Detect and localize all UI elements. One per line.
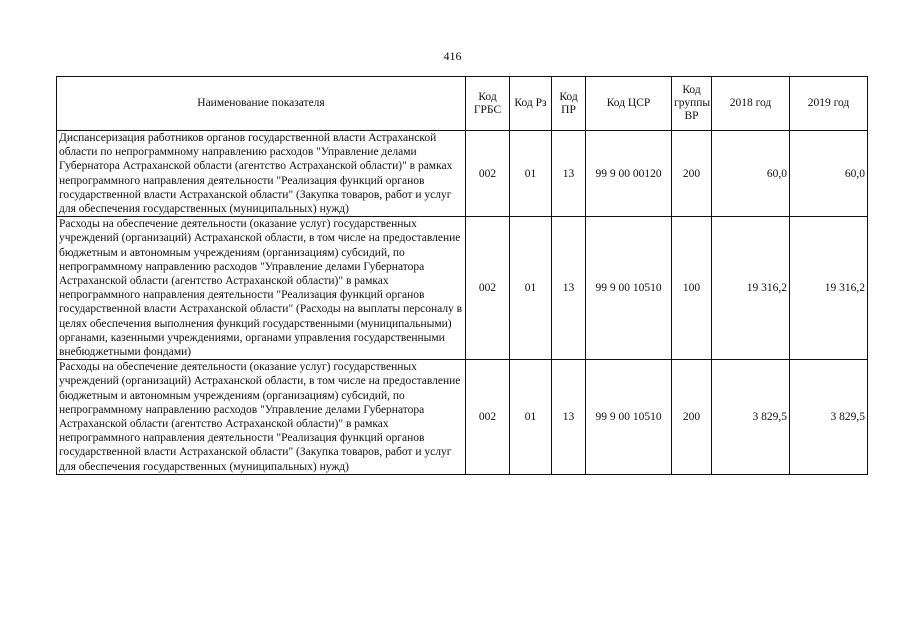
table-row bbox=[57, 131, 868, 217]
header-csr: Код ЦСР bbox=[586, 77, 672, 131]
row-vr: 200 bbox=[672, 131, 712, 217]
row-2018: 3 829,5 bbox=[712, 360, 790, 475]
row-2019: 60,0 bbox=[790, 131, 868, 217]
row-2019: 19 316,2 bbox=[790, 217, 868, 360]
row-rz: 01 bbox=[510, 217, 552, 360]
row-pr: 13 bbox=[552, 131, 586, 217]
row-grbs: 002 bbox=[466, 217, 510, 360]
row-name: Расходы на обеспечение деятельности (оказание услуг) государственных учреждений (организаций) Астраханской области, в том числе на предоставление бюджетным и автономным учреждениям (организациям) субсидий, по непрограммному направлению расходов "Управление делами Губернатора Астраханской области (агентство Астраханской области)" в рамках непрограммного направления деятельности "Реализация функций органов государственной власти Астраханской области" (Закупка товаров, работ и услуг для обеспечения государственных (муниципальных) нужд) bbox=[57, 360, 466, 475]
budget-table bbox=[56, 76, 868, 475]
header-2019: 2019 год bbox=[790, 77, 868, 131]
header-2018: 2018 год bbox=[712, 77, 790, 131]
row-csr: 99 9 00 10510 bbox=[586, 360, 672, 475]
row-rz: 01 bbox=[510, 360, 552, 475]
row-2018: 19 316,2 bbox=[712, 217, 790, 360]
row-2018: 60,0 bbox=[712, 131, 790, 217]
row-grbs: 002 bbox=[466, 360, 510, 475]
header-name: Наименование показателя bbox=[57, 77, 466, 131]
header-pr: Код ПР bbox=[552, 77, 586, 131]
header-rz: Код Рз bbox=[510, 77, 552, 131]
row-2019: 3 829,5 bbox=[790, 360, 868, 475]
row-pr: 13 bbox=[552, 217, 586, 360]
row-csr: 99 9 00 10510 bbox=[586, 217, 672, 360]
table-row bbox=[57, 217, 868, 360]
row-pr: 13 bbox=[552, 360, 586, 475]
header-vr: Код группы ВР bbox=[672, 77, 712, 131]
page-number: 416 bbox=[443, 49, 462, 63]
row-vr: 200 bbox=[672, 360, 712, 475]
row-grbs: 002 bbox=[466, 131, 510, 217]
table-header-row bbox=[57, 77, 868, 131]
row-name: Диспансеризация работников органов государственной власти Астраханской области по непрограммному направлению расходов "Управление делами Губернатора Астраханской области (агентство Астраханской области)" в рамках непрограммного направления деятельности "Реализация функций органов государственной власти Астраханской области" (Закупка товаров, работ и услуг для обеспечения государственных (муниципальных) нужд) bbox=[57, 131, 466, 217]
header-grbs: Код ГРБС bbox=[466, 77, 510, 131]
row-csr: 99 9 00 00120 bbox=[586, 131, 672, 217]
row-vr: 100 bbox=[672, 217, 712, 360]
row-name: Расходы на обеспечение деятельности (оказание услуг) государственных учреждений (организаций) Астраханской области, в том числе на предоставление бюджетным и автономным учреждениям (организациям) субсидий, по непрограммному направлению расходов "Управление делами Губернатора Астраханской области (агентство Астраханской области)" в рамках непрограммного направления деятельности "Реализация функций органов государственной власти Астраханской области" (Расходы на выплаты персоналу в целях обеспечения выполнения функций государственными (муниципальными) органами, казенными учреждениями, органами управления государственными внебюджетными фондами) bbox=[57, 217, 466, 360]
row-rz: 01 bbox=[510, 131, 552, 217]
table-row bbox=[57, 360, 868, 475]
